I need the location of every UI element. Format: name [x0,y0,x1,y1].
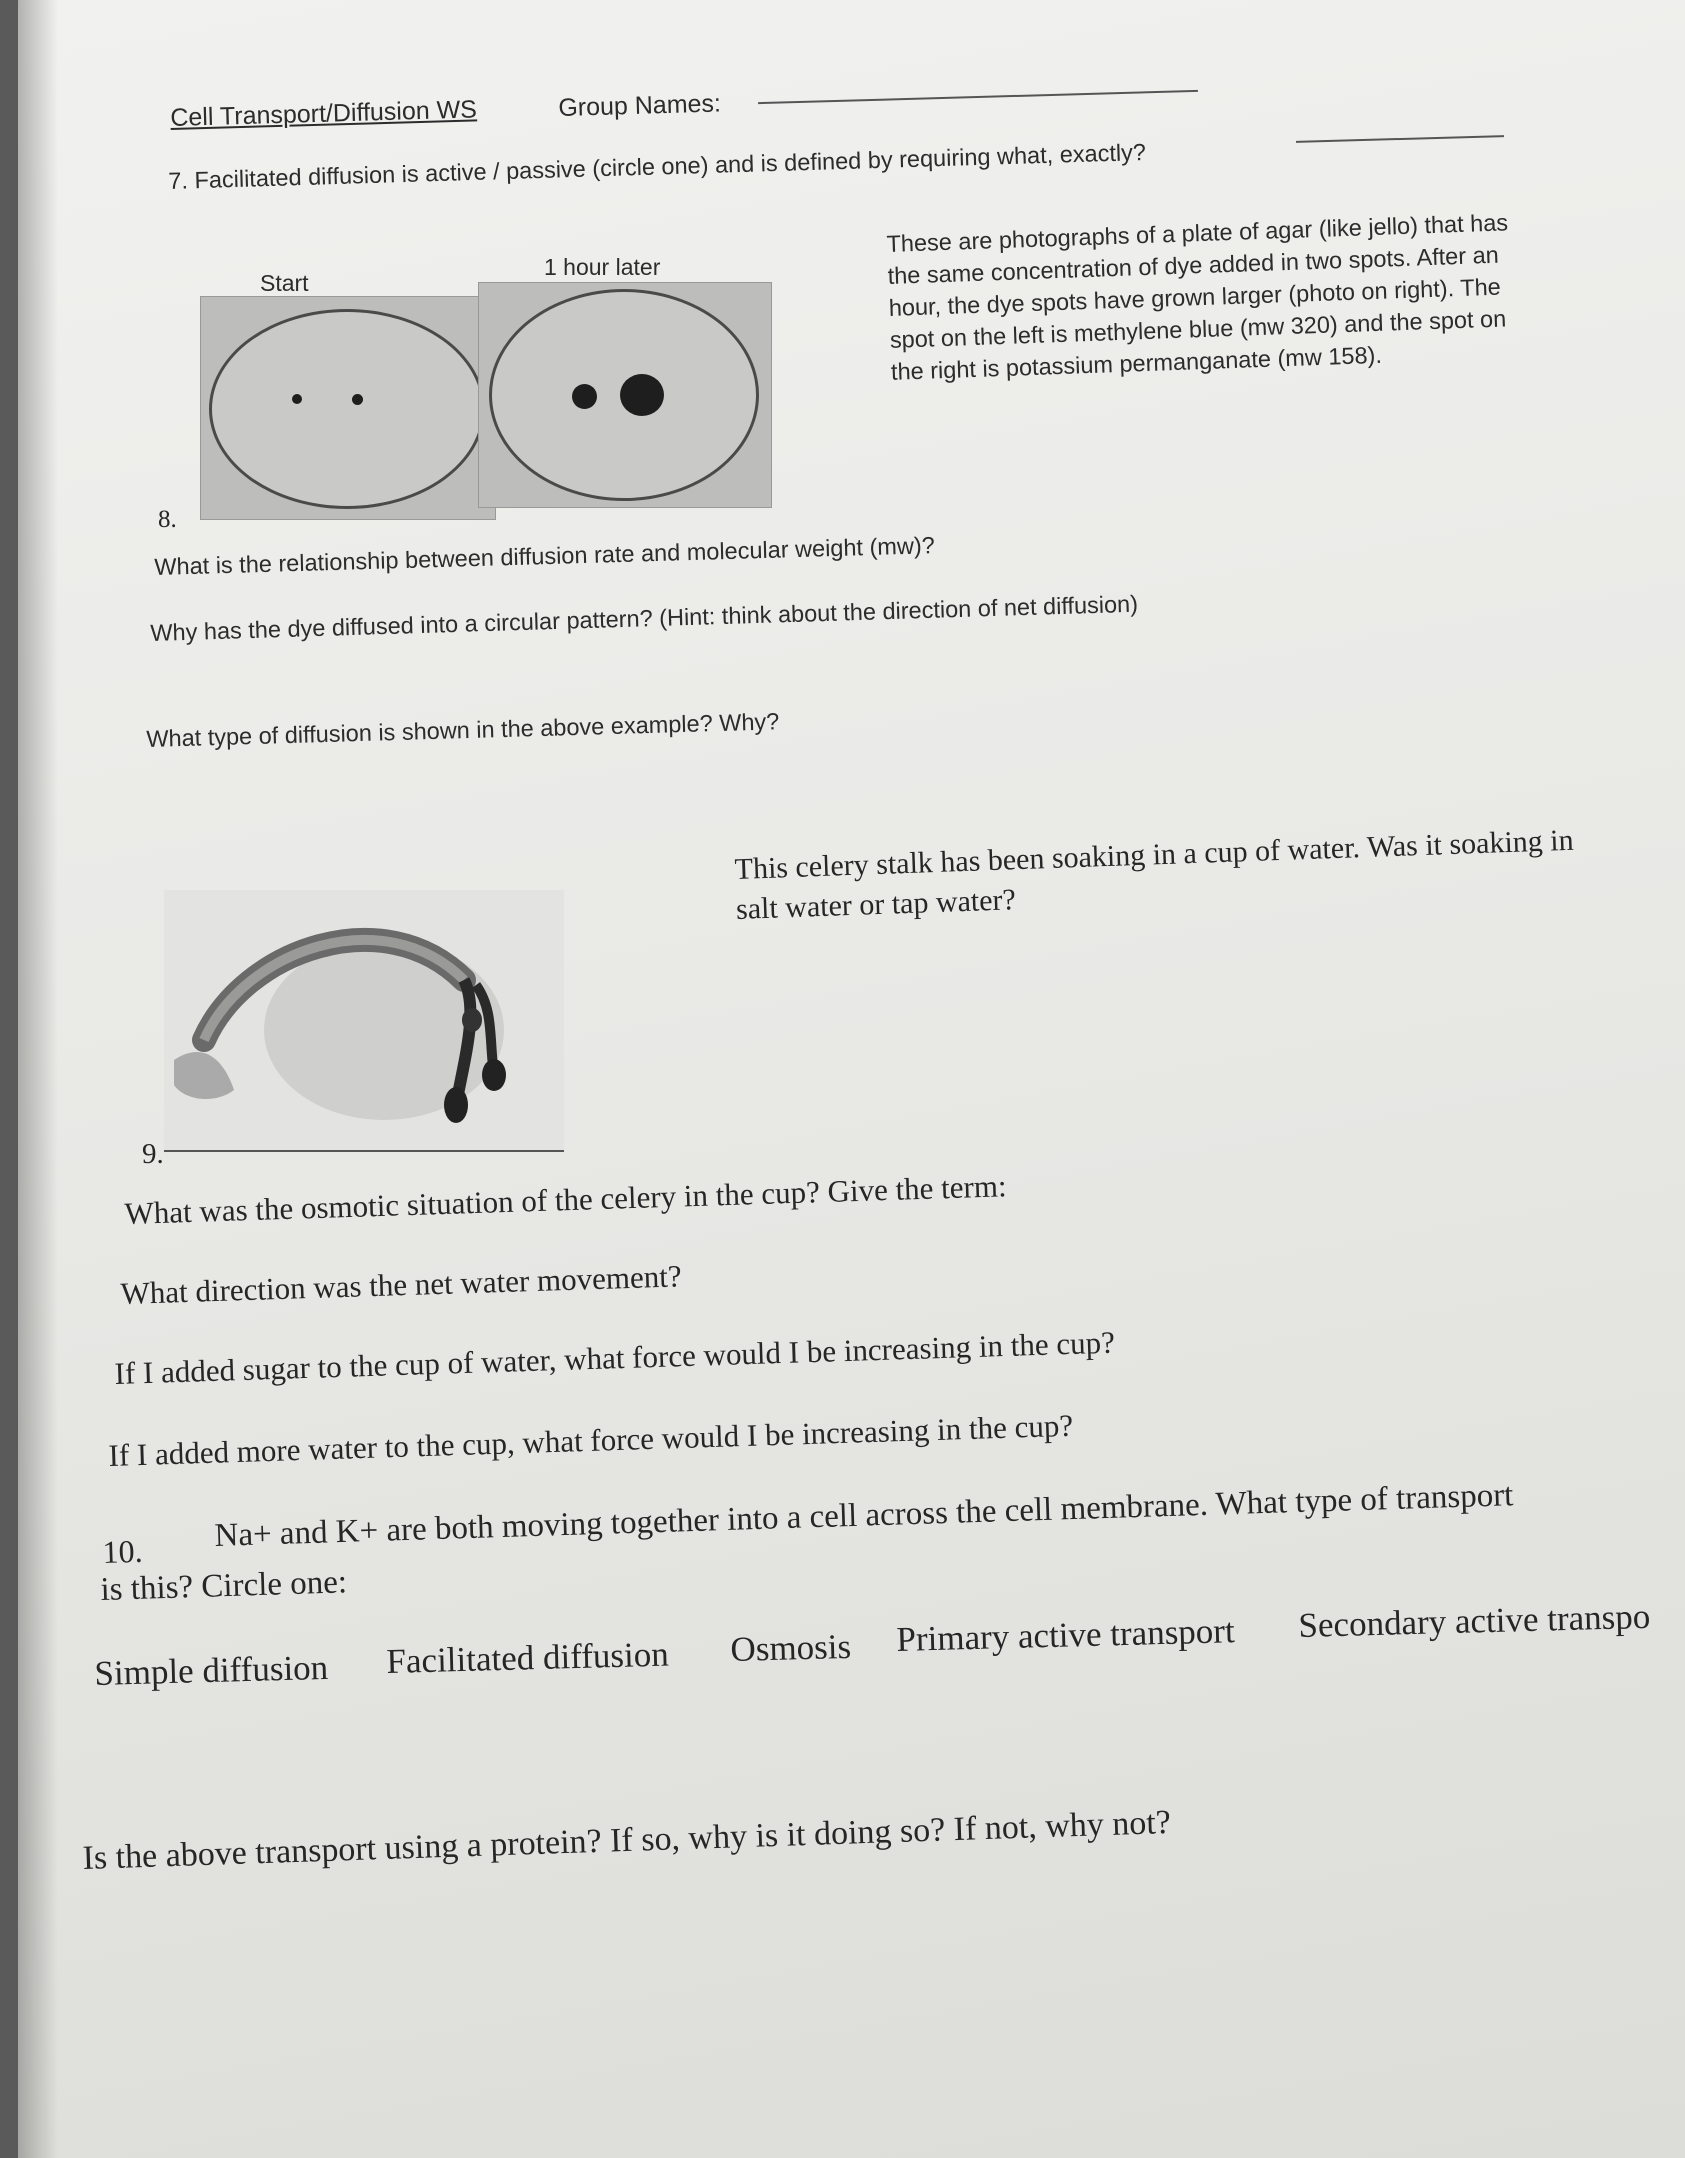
question-9-description: This celery stalk has been soaking in a cup of water. Was it soaking in salt water or tap water? [734,823,1575,926]
agar-plate-start-photo [200,296,496,520]
question-10-line1: Na+ and K+ are both moving together into a cell across the cell membrane. What type of transport [214,1477,1514,1554]
option-facilitated-diffusion[interactable]: Facilitated diffusion [386,1634,670,1681]
question-9-number: 9. [142,1138,164,1170]
question-10-number: 10. [102,1532,144,1570]
agar-dish-start [209,309,485,509]
option-secondary-active-transport[interactable]: Secondary active transpo [1298,1596,1651,1645]
group-names-label: Group Names: [558,89,722,122]
option-osmosis[interactable]: Osmosis [730,1626,852,1669]
figure-later-label: 1 hour later [544,254,661,280]
question-8-number: 8. [158,506,177,533]
question-9c: If I added sugar to the cup of water, what force would I be increasing in the cup? [114,1324,1116,1391]
question-9b: What direction was the net water movement? [120,1258,683,1311]
dye-spot-permanganate-later [620,374,664,416]
celery-illustration [164,890,564,1150]
question-8-description: These are photographs of a plate of agar (like jello) that has the same concentration of dye added in two spots. After an hour, the dye spots have grown larger (photo on right). The spot on the left is methylene blue (mw 320) and the spot on the right is potassium permanganate (mw 158). [886,209,1509,385]
dye-spot-permanganate-start [352,394,363,405]
group-names-blank [758,90,1198,104]
question-7: 7. Facilitated diffusion is active / passive (circle one) and is defined by requiring what, exactly? [168,138,1147,194]
celery-stalk-photo [164,890,564,1152]
option-primary-active-transport[interactable]: Primary active transport [896,1611,1236,1659]
question-9d: If I added more water to the cup, what force would I be increasing in the cup? [108,1407,1074,1473]
agar-plate-later-photo [478,282,772,508]
dye-spot-methylene-start [292,394,302,404]
question-9a: What was the osmotic situation of the celery in the cup? Give the term: [124,1168,1008,1231]
page-edge-shadow [18,0,58,2158]
worksheet-title: Cell Transport/Diffusion WS [170,95,478,132]
question-8c: What type of diffusion is shown in the above example? Why? [146,708,780,752]
option-simple-diffusion[interactable]: Simple diffusion [94,1647,329,1693]
dye-spot-methylene-later [572,384,597,409]
agar-dish-later [489,289,759,501]
question-8b: Why has the dye diffused into a circular pattern? (Hint: think about the direction of net diffusion) [150,590,1139,646]
question-8a: What is the relationship between diffusion rate and molecular weight (mw)? [154,532,936,580]
question-10-line2: is this? Circle one: [100,1564,348,1608]
worksheet-page [18,0,1685,2158]
question-10-followup: Is the above transport using a protein? If so, why is it doing so? If not, why not? [82,1803,1172,1877]
figure-start-label: Start [260,270,309,296]
question-7-answer-blank [1296,135,1504,143]
